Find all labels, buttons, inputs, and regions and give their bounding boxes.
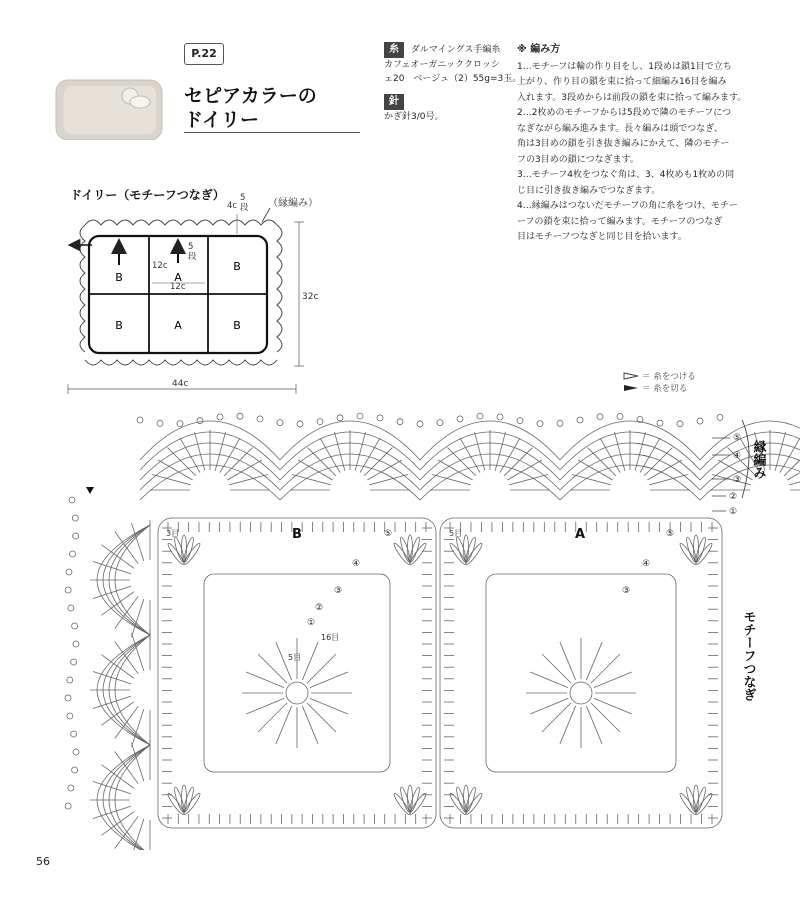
picot-stitch [73, 533, 79, 539]
page-number: 56 [36, 855, 50, 868]
dim-width: 44c [172, 379, 189, 389]
picot-stitch [317, 419, 323, 425]
instruction-line: 1…モチーフは輪の作り目をし、1段めは鎖1目で立ち [517, 61, 732, 72]
grid-cell: B [115, 271, 123, 284]
dim-5-rows-unit: 段 [240, 203, 249, 213]
edging-row: ① [729, 507, 738, 517]
edging-row: ⑤ [733, 433, 742, 443]
row-marker-5: 5目 [449, 529, 463, 538]
edging-row: ④ [733, 451, 742, 461]
instruction-line: ーフの鎖を束に拾って編みます。モチーフのつなぎ [517, 216, 723, 227]
picot-stitch [437, 420, 443, 426]
legend [620, 368, 710, 396]
picot-stitch [67, 713, 73, 719]
picot-stitch [537, 421, 543, 427]
cluster-stitch [694, 536, 707, 562]
edging-row: ② [729, 492, 738, 502]
instruction-line: 入れます。3段めからは前段の鎖を束に拾って編みます。 [517, 92, 747, 103]
round-number: ⑤ [666, 529, 675, 539]
picot-stitch [137, 417, 143, 423]
instruction-line: 目はモチーフつなぎと同じ目を拾います。 [517, 232, 687, 242]
picot-stitch [197, 418, 203, 424]
stitch-mark [93, 671, 131, 683]
picot-stitch [577, 417, 583, 423]
picot-stitch [497, 414, 503, 420]
instruction-line: 2…2枚めのモチーフからは5段めで隣のモチーフにつ [517, 108, 732, 118]
round-number: ④ [352, 559, 361, 569]
picot-stitch [65, 803, 71, 809]
cluster-stitch [408, 536, 421, 562]
stitch-mark [131, 599, 143, 637]
picot-stitch [457, 416, 463, 422]
edging-arc [103, 745, 150, 850]
title-line-1: セピアカラーの [184, 85, 317, 107]
picot-stitch [73, 749, 79, 755]
dim-5-rows-num: 5 [240, 193, 246, 203]
round-number: ③ [622, 586, 631, 596]
picot-stitch [477, 413, 483, 419]
picot-stitch [68, 605, 74, 611]
picot-stitch [357, 413, 363, 419]
picot-stitch [217, 414, 223, 420]
center-16: 16目 [321, 633, 340, 642]
picot-stitch [557, 420, 563, 426]
yarn-line-1: ダルマイングス手編糸 [410, 45, 501, 55]
edging-label: （縁編み） [268, 198, 318, 209]
stitch-mark [224, 448, 252, 476]
picot-stitch [69, 497, 75, 503]
instruction-line: 3…モチーフ4枚をつなぐ角は、3、4枚めも1枚めの同 [517, 170, 735, 180]
picot-stitch [657, 420, 663, 426]
cut-yarn-icon [624, 385, 638, 391]
dim-12c-horizontal: 12c [170, 282, 186, 292]
picot-stitch [70, 551, 76, 557]
stitch-mark [644, 448, 672, 476]
round-number: ④ [642, 559, 651, 569]
edging-row: ③ [733, 475, 742, 485]
picot-stitch [71, 659, 77, 665]
picot-stitch [237, 413, 243, 419]
stitch-mark [93, 561, 131, 573]
stitch-mark [787, 460, 800, 480]
grid-cell: B [233, 319, 241, 332]
picot-stitch [72, 515, 78, 521]
stitch-mark [588, 448, 616, 476]
picot-stitch [66, 569, 72, 575]
motif-center-ring [570, 682, 592, 704]
legend-cut: ＝ 糸を切る [642, 384, 688, 394]
stitch-mark [93, 696, 131, 708]
instruction-line: なぎながら編み進みます。長々編みは頭でつなぎ、 [517, 123, 723, 134]
motif-b-label: B [292, 527, 302, 542]
stitch-mark [194, 432, 204, 471]
round-number: ① [307, 618, 316, 628]
cluster-stitch [694, 786, 707, 812]
picot-stitch [67, 677, 73, 683]
motif-center-ring [286, 682, 308, 704]
stitch-mark [215, 432, 225, 471]
cluster-stitch [182, 786, 195, 812]
stitch-mark [334, 432, 344, 471]
stitch-mark [474, 432, 484, 471]
picot-stitch [297, 421, 303, 427]
picot-stitch [337, 415, 343, 421]
yarn-line-2: カフェオーガニッククロッシ [384, 60, 500, 70]
edging-title: 縁編み [750, 440, 766, 479]
picot-stitch [177, 421, 183, 427]
dim-12c-vertical: 12c [152, 261, 168, 271]
stitch-mark [93, 586, 131, 598]
schematic-title: ドイリー（モチーフつなぎ） [70, 188, 225, 202]
stitch-mark [364, 448, 392, 476]
instruction-line: 角は3目めの鎖を引き抜き編みにかえて、隣のモチー [517, 139, 730, 149]
scalloped-edging [80, 220, 282, 365]
stitch-mark [131, 743, 143, 781]
stitch-mark [355, 432, 365, 471]
start-marker-icon [86, 487, 94, 494]
picot-stitch [417, 421, 423, 427]
cluster-stitch [464, 536, 477, 562]
stitch-mark [168, 448, 196, 476]
motif-a-label: A [574, 527, 586, 542]
picot-stitch [697, 418, 703, 424]
edging-arc [420, 465, 560, 500]
title-line-2: ドイリー [184, 109, 260, 131]
cluster-stitch [182, 536, 195, 562]
picot-stitch [397, 419, 403, 425]
yarn-line-3: ェ20 ベージュ（2）55g=3玉。 [384, 74, 522, 84]
picot-stitch [71, 731, 77, 737]
picot-stitch [677, 421, 683, 427]
dim-5-rows-unit: 段 [188, 252, 197, 262]
picot-stitch [277, 420, 283, 426]
picot-stitch [157, 420, 163, 426]
stitch-mark [131, 523, 143, 561]
stitch-mark [448, 448, 476, 476]
round-number: ② [315, 603, 324, 613]
picot-stitch [717, 414, 723, 420]
picot-stitch [72, 767, 78, 773]
grid-cell: A [174, 319, 182, 332]
stitch-mark [93, 781, 131, 793]
picot-stitch [617, 413, 623, 419]
cluster-stitch [408, 786, 421, 812]
picot-stitch [68, 785, 74, 791]
edging-arc [280, 465, 420, 500]
needle-value: かぎ針3/0号。 [384, 112, 444, 122]
legend-attach: ＝ 糸をつける [642, 372, 696, 382]
stitch-mark [614, 432, 624, 471]
grid-cell: B [115, 319, 123, 332]
stitch-mark [504, 448, 532, 476]
attach-yarn-icon [624, 373, 638, 379]
center-5: 5目 [288, 653, 302, 662]
stitch-mark [308, 448, 336, 476]
picot-stitch [377, 415, 383, 421]
round-number: ③ [334, 586, 343, 596]
picot-stitch [597, 414, 603, 420]
dim-4c: 4c [227, 201, 238, 211]
picot-stitch [72, 623, 78, 629]
edging-arc [115, 745, 150, 850]
edging-arc [560, 465, 700, 500]
round-number: ⑤ [384, 529, 393, 539]
instructions-heading: ※ 編み方 [517, 44, 561, 55]
grid-cell: A [174, 271, 182, 284]
joining-title: モチーフつなぎ [740, 610, 756, 701]
page-ref-badge: P.22 [184, 43, 224, 65]
picot-stitch [517, 418, 523, 424]
stitch-mark [93, 806, 131, 818]
instruction-line: フの3目めの鎖につなぎます。 [517, 154, 639, 165]
stitch-mark [131, 633, 143, 671]
dim-height: 32c [302, 292, 319, 302]
edging-row-indicators [729, 433, 741, 517]
stitch-mark [495, 432, 505, 471]
edging-arc [140, 465, 280, 500]
picot-stitch [65, 695, 71, 701]
stitch-mark [775, 432, 785, 471]
instruction-line: 4…縁編みはつないだモチーフの角に糸をつけ、モチー [517, 201, 738, 211]
grid-cell: B [233, 260, 241, 273]
picot-stitch [257, 416, 263, 422]
row-marker-3: 3目 [166, 529, 180, 538]
needle-label: 針 [384, 94, 404, 110]
stitch-mark [635, 432, 645, 471]
picot-stitch [73, 641, 79, 647]
dim-5-rows-num: 5 [188, 242, 194, 252]
stitch-chart [0, 400, 800, 850]
instruction-line: じ目に引き抜き編みでつなぎます。 [517, 185, 661, 196]
picot-stitch [65, 587, 71, 593]
schematic-diagram [0, 0, 800, 400]
cluster-stitch [464, 786, 477, 812]
stitch-mark [131, 709, 143, 747]
edging-arc [97, 745, 150, 850]
yarn-label: 糸 [384, 42, 404, 58]
instruction-line: 上がり、作り目の鎖を束に拾って細編み16目を編み [517, 77, 727, 87]
